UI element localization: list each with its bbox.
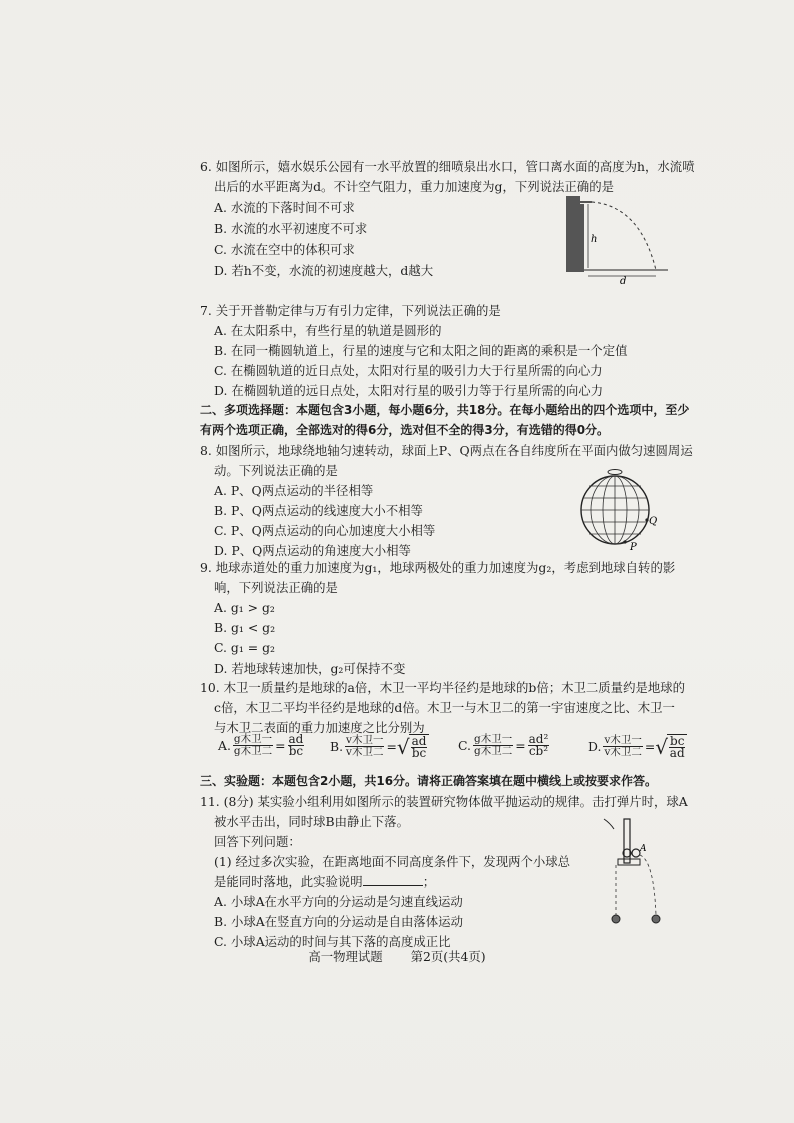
q8-option-d: D. P、Q两点运动的角速度大小相等 [214,543,411,558]
q7-option-b: B. 在同一椭圆轨道上，行星的速度与它和太阳之间的距离的乘积是一个定值 [214,343,628,358]
q6-d-label: d [620,276,627,284]
q11-ball-a-landed [652,915,660,923]
q8-stem-line1: 8. 如图所示，地球绕地轴匀速转动，球面上P、Q两点在各自纬度所在平面内做匀速圆周运 [200,443,693,458]
q6-option-a: A. 水流的下落时间不可求 [214,200,355,215]
q8-globe-figure [575,466,665,552]
footer-page-number: 第2页(共4页) [410,949,486,964]
q8-option-a: A. P、Q两点运动的半径相等 [214,483,374,498]
q6-stem-line2: 出后的水平距离为d。不计空气阻力，重力加速度为g，下列说法正确的是 [214,179,614,194]
q6-wall-shape [566,196,584,272]
q8-option-c: C. P、Q两点运动的向心加速度大小相等 [214,523,436,538]
page-footer [0,947,794,965]
q7-option-d: D. 在椭圆轨道的远日点处，太阳对行星的吸引力等于行星所需的向心力 [214,383,604,398]
q7-option-a: A. 在太阳系中，有些行星的轨道是圆形的 [214,323,442,338]
q11-a-path [640,855,656,915]
q10-stem-line3: 与木卫二表面的重力加速度之比分别为 [214,720,425,735]
section2-heading-line2: 有两个选项正确，全部选对的得6分，选对但不全的得3分，有选错的得0分。 [200,423,610,437]
q6-h-label: h [591,234,598,245]
q10-option-c: C. $\frac{\text{g木卫一}}{\text{g木卫二}}$ = $\frac{\text{ad²}}{\text{cb²}}$ [458,732,549,758]
q6-option-b: B. 水流的水平初速度不可求 [214,221,368,236]
q11-answer-blank[interactable] [363,873,423,886]
q6-water-arc [592,202,656,270]
q11-ball-b-landed [612,915,620,923]
q6-fountain-figure [560,192,670,284]
q8-q-label: Q [649,516,658,527]
q11-ball-a [632,849,640,857]
q11-hammer-arrow [604,819,614,829]
sqrt-symbol: √ $\frac{ad}{bc}$ [397,734,430,759]
q11-stem-line3: 回答下列问题： [214,834,301,849]
q7-stem: 7. 关于开普勒定律与万有引力定律，下列说法正确的是 [200,303,501,318]
q10-stem-line1: 10. 木卫一质量约是地球的a倍，木卫一平均半径约是地球的b倍；木卫二质量约是地球的 [200,680,686,695]
q9-option-c: C. g₁ = g₂ [214,640,275,655]
q9-option-d: D. 若地球转速加快，g₂可保持不变 [214,661,406,676]
q11-stem-line1: 11. (8分) 某实验小组利用如图所示的装置研究物体做平抛运动的规律。击打弹片时，球A [200,794,688,809]
q11-base [618,859,640,865]
section2-heading-line1: 二、多项选择题：本题包含3小题，每小题6分，共18分。在每小题给出的四个选项中，至少 [200,403,690,417]
q8-stem-line2: 动。下列说法正确的是 [214,463,338,478]
q6-stem-line1: 6. 如图所示，嬉水娱乐公园有一水平放置的细喷泉出水口，管口离水面的高度为h，水流喷 [200,159,695,174]
q10-option-a: A. $\frac{\text{g木卫一}}{\text{g木卫二}}$ = $\frac{ad}{bc}$ [218,732,304,758]
q10-option-b: B. $\frac{\text{v木卫一}}{\text{v木卫二}}$ = √ $\frac{ad}{bc}$ [330,734,429,759]
q9-option-b: B. g₁ < g₂ [214,620,276,635]
q11-subq1-line2: 是能同时落地，此实验说明 ； [214,874,436,889]
q11-subq1-line1: (1) 经过多次实验，在距离地面不同高度条件下，发现两个小球总 [214,854,571,869]
section3-heading: 三、实验题：本题包含2小题，共16分。请将正确答案填在题中横线上或按要求作答。 [200,774,658,788]
q8-option-b: B. P、Q两点运动的线速度大小不相等 [214,503,423,518]
q9-option-a: A. g₁ > g₂ [214,600,275,615]
q10-stem-line2: c倍，木卫二平均半径约是地球的d倍。木卫一与木卫二的第一宇宙速度之比、木卫一 [214,700,675,715]
q8-point-p [623,540,626,543]
sqrt-symbol: √ $\frac{bc}{ad}$ [655,734,687,759]
footer-title: 高一物理试题 [308,949,383,964]
q8-rotation-arrow [608,470,622,475]
q6-option-d: D. 若h不变，水流的初速度越大，d越大 [214,263,434,278]
q10-option-d: D. $\frac{\text{v木卫一}}{\text{v木卫二}}$ = √ $\frac{bc}{ad}$ [588,734,687,759]
q7-option-c: C. 在椭圆轨道的近日点处，太阳对行星的吸引力大于行星所需的向心力 [214,363,603,378]
q9-stem-line2: 响，下列说法正确的是 [214,580,338,595]
q11-apparatus-figure [598,815,668,925]
q11-stem-line2: 被水平击出，同时球B由静止下落。 [214,814,409,829]
q6-option-c: C. 水流在空中的体积可求 [214,242,355,257]
q9-stem-line1: 9. 地球赤道处的重力加速度为g₁，地球两极处的重力加速度为g₂，考虑到地球自转的影 [200,560,676,575]
q11-option-c: C. 小球A运动的时间与其下落的高度成正比 [214,934,451,949]
q11-option-a: A. 小球A在水平方向的分运动是匀速直线运动 [214,894,463,909]
q11-option-b: B. 小球A在竖直方向的分运动是自由落体运动 [214,914,463,929]
q11-a-label: A [640,844,647,854]
q8-p-label: P [630,542,637,552]
